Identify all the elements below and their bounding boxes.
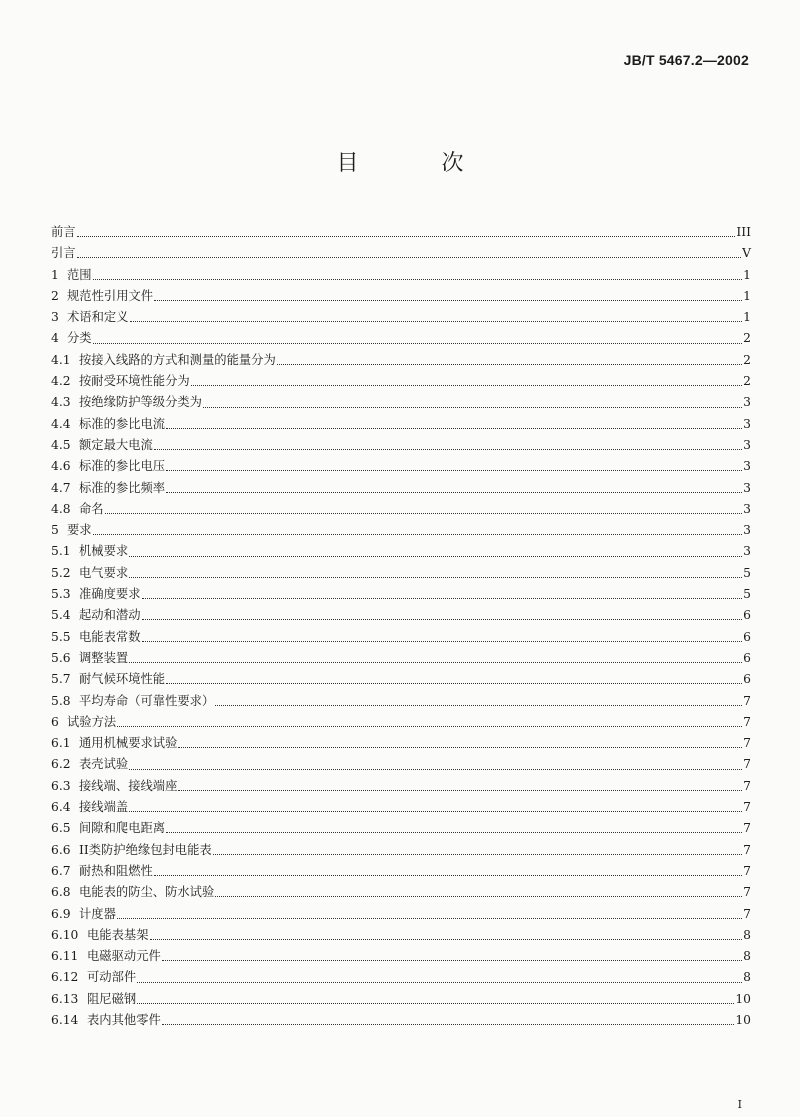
toc-entry-page: 3 — [743, 523, 751, 538]
toc-entry-label: 耐热和阻燃性 — [79, 863, 153, 878]
toc-entry-number: 5 — [51, 523, 59, 538]
toc-entry-number: 4 — [51, 331, 59, 346]
toc-entry-page: 7 — [743, 800, 751, 815]
dot-leader — [215, 705, 742, 706]
toc-entry-number: 4.3 — [51, 395, 71, 410]
toc-entry-number: 6.12 — [51, 970, 79, 985]
dot-leader — [213, 854, 742, 855]
toc-entry-page: 6 — [743, 672, 751, 687]
toc-entry-label: 标准的参比电流 — [79, 416, 166, 431]
toc-entry[interactable] — [51, 541, 751, 562]
toc-entry-page: 7 — [743, 863, 751, 878]
toc-entry[interactable] — [51, 584, 751, 605]
toc-entry-page: 7 — [743, 906, 751, 921]
dot-leader — [154, 875, 742, 876]
toc-entry[interactable] — [51, 712, 751, 733]
toc-entry[interactable] — [51, 605, 751, 626]
toc-entry[interactable] — [51, 414, 751, 435]
dot-leader — [137, 1003, 734, 1004]
page-number: I — [737, 1098, 742, 1111]
toc-entry-label: 电能表基架 — [87, 927, 149, 942]
dot-leader — [129, 556, 742, 557]
toc-entry-page: 8 — [743, 970, 751, 985]
toc-entry-page: 8 — [743, 949, 751, 964]
toc-entry[interactable] — [51, 648, 751, 669]
toc-entry-label: 标准的参比电压 — [79, 459, 166, 474]
toc-entry-number: 5.4 — [51, 608, 71, 623]
toc-entry-number: 5.5 — [51, 629, 71, 644]
toc-entry-page: 3 — [743, 437, 751, 452]
standard-code: JB/T 5467.2—2002 — [623, 52, 749, 68]
dot-leader — [142, 619, 743, 620]
toc-entry-number: 6.3 — [51, 778, 71, 793]
toc-entry-number: 6.2 — [51, 757, 71, 772]
toc-entry-number: 4.1 — [51, 352, 71, 367]
dot-leader — [142, 641, 743, 642]
toc-entry-label: 标准的参比频率 — [79, 480, 166, 495]
toc-entry[interactable] — [51, 946, 751, 967]
dot-leader — [203, 407, 742, 408]
toc-entry-number: 6.8 — [51, 885, 71, 900]
dot-leader — [137, 982, 742, 983]
toc-entry-number: 5.6 — [51, 650, 71, 665]
toc-entry[interactable] — [51, 392, 751, 413]
toc-entry-page: III — [736, 225, 751, 239]
toc-entry-number: 6.5 — [51, 821, 71, 836]
toc-entry[interactable] — [51, 754, 751, 775]
toc-entry-label: 接线端、接线端座 — [79, 778, 178, 793]
toc-entry[interactable] — [51, 563, 751, 584]
dot-leader — [166, 428, 742, 429]
toc-entry-label: 接线端盖 — [79, 800, 129, 815]
toc-entry-label: II类防护绝缘包封电能表 — [79, 842, 212, 857]
toc-entry-page: 2 — [743, 352, 751, 367]
toc-entry-page: 7 — [743, 842, 751, 857]
dot-leader — [129, 769, 742, 770]
toc-entry-page: 6 — [743, 650, 751, 665]
toc-entry-label: 命名 — [79, 501, 104, 516]
toc-entry-page: 5 — [743, 565, 751, 580]
toc-entry-number: 6.14 — [51, 1012, 79, 1027]
toc-entry-page: 7 — [743, 693, 751, 708]
toc-entry-page: 8 — [743, 927, 751, 942]
toc-entry-label: 耐气候环境性能 — [79, 672, 166, 687]
toc-entry-number: 5.3 — [51, 587, 71, 602]
toc-entry-page: 6 — [743, 629, 751, 644]
toc-entry[interactable] — [51, 691, 751, 712]
dot-leader — [166, 832, 742, 833]
toc-entry-number: 5.8 — [51, 693, 71, 708]
dot-leader — [178, 790, 742, 791]
toc-entry-page: 1 — [743, 288, 751, 303]
toc-entry[interactable] — [51, 265, 751, 286]
toc-entry-number: 5.2 — [51, 565, 71, 580]
toc-entry-label: 分类 — [67, 331, 92, 346]
toc-entry-page: 1 — [743, 310, 751, 325]
toc-entry-label: 要求 — [67, 523, 92, 538]
toc-entry-number: 5.7 — [51, 672, 71, 687]
toc-entry[interactable] — [51, 733, 751, 754]
toc-entry-page: 3 — [743, 480, 751, 495]
dot-leader — [166, 683, 742, 684]
toc-entry[interactable] — [51, 456, 751, 477]
table-of-contents — [51, 222, 751, 1031]
toc-entry-number: 6.4 — [51, 800, 71, 815]
toc-entry-label: 前言 — [51, 225, 76, 239]
toc-entry-label: 机械要求 — [79, 544, 129, 559]
toc-entry[interactable] — [51, 967, 751, 988]
toc-entry[interactable] — [51, 861, 751, 882]
toc-entry-number: 2 — [51, 288, 59, 303]
toc-entry-page: 7 — [743, 821, 751, 836]
toc-entry-page: 10 — [735, 1012, 751, 1027]
toc-entry-label: 范围 — [67, 267, 92, 282]
toc-entry-number: 6.6 — [51, 842, 71, 857]
dot-leader — [129, 577, 742, 578]
toc-entry[interactable] — [51, 882, 751, 903]
dot-leader — [215, 896, 742, 897]
dot-leader — [154, 449, 742, 450]
toc-entry[interactable] — [51, 478, 751, 499]
toc-entry-page: 2 — [743, 374, 751, 389]
dot-leader — [93, 343, 742, 344]
toc-entry-label: 可动部件 — [87, 970, 137, 985]
toc-entry-label: 阻尼磁钢 — [87, 991, 137, 1006]
dot-leader — [178, 747, 742, 748]
toc-entry-page: 7 — [743, 885, 751, 900]
dot-leader — [166, 470, 742, 471]
toc-entry-label: 按耐受环境性能分为 — [79, 374, 190, 389]
toc-entry[interactable] — [51, 669, 751, 690]
toc-entry-page: 7 — [743, 714, 751, 729]
dot-leader — [129, 662, 742, 663]
toc-entry-label: 引言 — [51, 246, 76, 261]
toc-entry[interactable] — [51, 776, 751, 797]
toc-entry-label: 表壳试验 — [79, 757, 129, 772]
toc-entry[interactable] — [51, 307, 751, 328]
dot-leader — [142, 598, 743, 599]
toc-entry-page: 3 — [743, 395, 751, 410]
dot-leader — [166, 492, 742, 493]
toc-entry[interactable] — [51, 1010, 751, 1031]
toc-entry[interactable] — [51, 818, 751, 839]
toc-entry-label: 起动和潜动 — [79, 608, 141, 623]
dot-leader — [130, 321, 743, 322]
toc-entry-number: 6.9 — [51, 906, 71, 921]
toc-entry-label: 电磁驱动元件 — [87, 949, 161, 964]
toc-entry-label: 表内其他零件 — [87, 1012, 161, 1027]
toc-entry[interactable] — [51, 520, 751, 541]
toc-entry-label: 电能表的防尘、防水试验 — [79, 885, 215, 900]
dot-leader — [117, 918, 742, 919]
toc-entry-page: 2 — [743, 331, 751, 346]
toc-entry-label: 计度器 — [79, 906, 116, 921]
dot-leader — [150, 939, 743, 940]
toc-entry[interactable] — [51, 435, 751, 456]
toc-entry[interactable] — [51, 222, 751, 243]
toc-entry-number: 5.1 — [51, 544, 71, 559]
toc-entry[interactable] — [51, 904, 751, 925]
dot-leader — [154, 300, 742, 301]
toc-entry-number: 6.11 — [51, 949, 79, 964]
toc-entry-number: 6 — [51, 714, 59, 729]
toc-entry-label: 平均寿命（可靠性要求） — [79, 693, 215, 708]
toc-entry-page: 7 — [743, 778, 751, 793]
toc-entry-number: 6.13 — [51, 991, 79, 1006]
toc-entry[interactable] — [51, 328, 751, 349]
dot-leader — [191, 385, 742, 386]
toc-entry-number: 6.10 — [51, 927, 79, 942]
toc-entry-page: 7 — [743, 757, 751, 772]
toc-entry[interactable] — [51, 350, 751, 371]
toc-entry[interactable] — [51, 499, 751, 520]
toc-entry[interactable] — [51, 989, 751, 1010]
toc-entry-label: 按接入线路的方式和测量的能量分为 — [79, 352, 276, 367]
toc-entry[interactable] — [51, 243, 751, 264]
toc-entry-number: 6.1 — [51, 736, 71, 751]
toc-entry-number: 6.7 — [51, 863, 71, 878]
toc-entry[interactable] — [51, 286, 751, 307]
toc-entry-number: 4.7 — [51, 480, 71, 495]
toc-entry-label: 电能表常数 — [79, 629, 141, 644]
dot-leader — [129, 811, 742, 812]
toc-entry-label: 准确度要求 — [79, 587, 141, 602]
toc-entry-page: 3 — [743, 544, 751, 559]
dot-leader — [77, 236, 736, 237]
toc-entry-label: 按绝缘防护等级分类为 — [79, 395, 202, 410]
toc-entry-label: 调整装置 — [79, 650, 129, 665]
toc-entry-number: 4.4 — [51, 416, 71, 431]
dot-leader — [105, 513, 742, 514]
toc-entry-number: 1 — [51, 267, 59, 282]
toc-entry-number: 4.6 — [51, 459, 71, 474]
toc-entry-page: 6 — [743, 608, 751, 623]
toc-entry-label: 试验方法 — [67, 714, 117, 729]
dot-leader — [117, 726, 742, 727]
toc-entry[interactable] — [51, 925, 751, 946]
page-title: 目 次 — [336, 151, 502, 176]
toc-entry-label: 额定最大电流 — [79, 437, 153, 452]
toc-entry-page: 3 — [743, 501, 751, 516]
toc-entry-label: 间隙和爬电距离 — [79, 821, 166, 836]
dot-leader — [162, 1024, 735, 1025]
toc-entry[interactable] — [51, 371, 751, 392]
toc-entry-page: 5 — [743, 587, 751, 602]
toc-entry[interactable] — [51, 840, 751, 861]
dot-leader — [77, 257, 742, 258]
dot-leader — [277, 364, 742, 365]
toc-entry-page: 1 — [743, 267, 751, 282]
toc-entry-page: V — [742, 246, 751, 261]
toc-entry-label: 通用机械要求试验 — [79, 736, 178, 751]
toc-entry-number: 4.5 — [51, 437, 71, 452]
toc-entry-label: 电气要求 — [79, 565, 129, 580]
toc-entry-number: 4.8 — [51, 501, 71, 516]
toc-entry-number: 3 — [51, 310, 59, 325]
toc-entry-page: 3 — [743, 459, 751, 474]
toc-entry-number: 4.2 — [51, 374, 71, 389]
toc-entry-page: 7 — [743, 736, 751, 751]
toc-entry[interactable] — [51, 797, 751, 818]
dot-leader — [93, 279, 742, 280]
toc-entry-page: 3 — [743, 416, 751, 431]
toc-entry[interactable] — [51, 627, 751, 648]
dot-leader — [93, 534, 742, 535]
toc-entry-label: 术语和定义 — [67, 310, 129, 325]
toc-entry-page: 10 — [735, 991, 751, 1006]
toc-entry-label: 规范性引用文件 — [67, 288, 154, 303]
dot-leader — [162, 960, 742, 961]
